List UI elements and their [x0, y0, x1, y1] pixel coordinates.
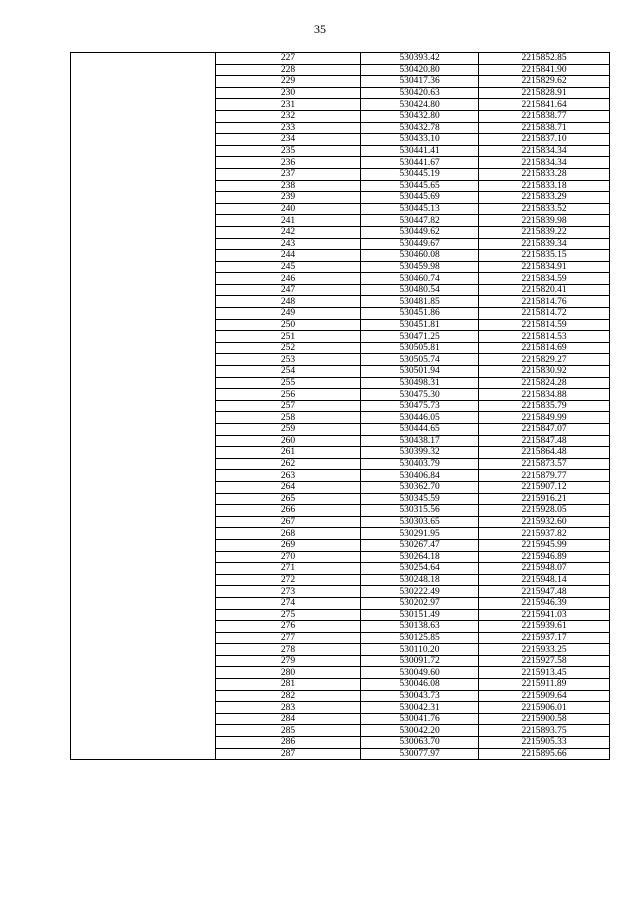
point-number-cell: 267	[216, 516, 361, 528]
x-coordinate-cell: 530393.42	[361, 53, 479, 65]
x-coordinate-cell: 530433.10	[361, 134, 479, 146]
point-number-cell: 238	[216, 180, 361, 192]
y-coordinate-cell: 2215937.17	[479, 632, 610, 644]
x-coordinate-cell: 530222.49	[361, 586, 479, 598]
point-number-cell: 256	[216, 389, 361, 401]
point-number-cell: 227	[216, 53, 361, 65]
y-coordinate-cell: 2215834.34	[479, 145, 610, 157]
x-coordinate-cell: 530445.19	[361, 168, 479, 180]
y-coordinate-cell: 2215814.72	[479, 308, 610, 320]
y-coordinate-cell: 2215945.99	[479, 539, 610, 551]
point-number-cell: 248	[216, 296, 361, 308]
y-coordinate-cell: 2215834.59	[479, 273, 610, 285]
y-coordinate-cell: 2215838.77	[479, 110, 610, 122]
point-number-cell: 271	[216, 563, 361, 575]
point-number-cell: 260	[216, 435, 361, 447]
x-coordinate-cell: 530444.65	[361, 424, 479, 436]
x-coordinate-cell: 530049.60	[361, 667, 479, 679]
merged-empty-cell	[71, 53, 216, 760]
point-number-cell: 278	[216, 644, 361, 656]
x-coordinate-cell: 530449.62	[361, 226, 479, 238]
x-coordinate-cell: 530432.80	[361, 110, 479, 122]
y-coordinate-cell: 2215879.77	[479, 470, 610, 482]
point-number-cell: 255	[216, 377, 361, 389]
point-number-cell: 280	[216, 667, 361, 679]
point-number-cell: 262	[216, 458, 361, 470]
point-number-cell: 274	[216, 597, 361, 609]
x-coordinate-cell: 530110.20	[361, 644, 479, 656]
point-number-cell: 246	[216, 273, 361, 285]
y-coordinate-cell: 2215947.48	[479, 586, 610, 598]
y-coordinate-cell: 2215841.90	[479, 64, 610, 76]
x-coordinate-cell: 530042.20	[361, 725, 479, 737]
x-coordinate-cell: 530042.31	[361, 702, 479, 714]
y-coordinate-cell: 2215839.22	[479, 226, 610, 238]
point-number-cell: 279	[216, 655, 361, 667]
y-coordinate-cell: 2215948.14	[479, 574, 610, 586]
y-coordinate-cell: 2215939.61	[479, 621, 610, 633]
y-coordinate-cell: 2215814.53	[479, 331, 610, 343]
y-coordinate-cell: 2215911.89	[479, 679, 610, 691]
point-number-cell: 283	[216, 702, 361, 714]
point-number-cell: 266	[216, 505, 361, 517]
y-coordinate-cell: 2215946.89	[479, 551, 610, 563]
x-coordinate-cell: 530475.73	[361, 400, 479, 412]
y-coordinate-cell: 2215833.18	[479, 180, 610, 192]
x-coordinate-cell: 530202.97	[361, 597, 479, 609]
point-number-cell: 270	[216, 551, 361, 563]
x-coordinate-cell: 530091.72	[361, 655, 479, 667]
y-coordinate-cell: 2215852.85	[479, 53, 610, 65]
coordinates-table	[70, 52, 610, 760]
y-coordinate-cell: 2215913.45	[479, 667, 610, 679]
y-coordinate-cell: 2215927.58	[479, 655, 610, 667]
x-coordinate-cell: 530505.81	[361, 342, 479, 354]
y-coordinate-cell: 2215946.39	[479, 597, 610, 609]
y-coordinate-cell: 2215828.91	[479, 87, 610, 99]
x-coordinate-cell: 530481.85	[361, 296, 479, 308]
point-number-cell: 286	[216, 737, 361, 749]
x-coordinate-cell: 530480.54	[361, 284, 479, 296]
x-coordinate-cell: 530460.74	[361, 273, 479, 285]
y-coordinate-cell: 2215841.64	[479, 99, 610, 111]
point-number-cell: 251	[216, 331, 361, 343]
y-coordinate-cell: 2215835.79	[479, 400, 610, 412]
x-coordinate-cell: 530505.74	[361, 354, 479, 366]
point-number-cell: 275	[216, 609, 361, 621]
x-coordinate-cell: 530446.05	[361, 412, 479, 424]
y-coordinate-cell: 2215906.01	[479, 702, 610, 714]
y-coordinate-cell: 2215814.59	[479, 319, 610, 331]
y-coordinate-cell: 2215839.98	[479, 215, 610, 227]
y-coordinate-cell: 2215900.58	[479, 713, 610, 725]
x-coordinate-cell: 530445.69	[361, 192, 479, 204]
x-coordinate-cell: 530041.76	[361, 713, 479, 725]
x-coordinate-cell: 530406.84	[361, 470, 479, 482]
y-coordinate-cell: 2215849.99	[479, 412, 610, 424]
x-coordinate-cell: 530441.67	[361, 157, 479, 169]
point-number-cell: 234	[216, 134, 361, 146]
y-coordinate-cell: 2215873.57	[479, 458, 610, 470]
y-coordinate-cell: 2215932.60	[479, 516, 610, 528]
x-coordinate-cell: 530451.81	[361, 319, 479, 331]
y-coordinate-cell: 2215833.52	[479, 203, 610, 215]
x-coordinate-cell: 530291.95	[361, 528, 479, 540]
point-number-cell: 250	[216, 319, 361, 331]
x-coordinate-cell: 530420.63	[361, 87, 479, 99]
point-number-cell: 252	[216, 342, 361, 354]
y-coordinate-cell: 2215814.76	[479, 296, 610, 308]
y-coordinate-cell: 2215820.41	[479, 284, 610, 296]
point-number-cell: 273	[216, 586, 361, 598]
y-coordinate-cell: 2215824.28	[479, 377, 610, 389]
y-coordinate-cell: 2215916.21	[479, 493, 610, 505]
coordinates-table-body	[71, 53, 610, 760]
page-number: 35	[314, 22, 326, 36]
y-coordinate-cell: 2215838.71	[479, 122, 610, 134]
point-number-cell: 228	[216, 64, 361, 76]
x-coordinate-cell: 530254.64	[361, 563, 479, 575]
y-coordinate-cell: 2215905.33	[479, 737, 610, 749]
point-number-cell: 268	[216, 528, 361, 540]
point-number-cell: 265	[216, 493, 361, 505]
x-coordinate-cell: 530420.80	[361, 64, 479, 76]
x-coordinate-cell: 530264.18	[361, 551, 479, 563]
point-number-cell: 232	[216, 110, 361, 122]
y-coordinate-cell: 2215864.48	[479, 447, 610, 459]
y-coordinate-cell: 2215895.66	[479, 748, 610, 760]
point-number-cell: 272	[216, 574, 361, 586]
y-coordinate-cell: 2215834.34	[479, 157, 610, 169]
x-coordinate-cell: 530063.70	[361, 737, 479, 749]
point-number-cell: 245	[216, 261, 361, 273]
y-coordinate-cell: 2215847.07	[479, 424, 610, 436]
point-number-cell: 230	[216, 87, 361, 99]
y-coordinate-cell: 2215835.15	[479, 250, 610, 262]
point-number-cell: 236	[216, 157, 361, 169]
table-row	[71, 53, 610, 65]
point-number-cell: 244	[216, 250, 361, 262]
point-number-cell: 261	[216, 447, 361, 459]
y-coordinate-cell: 2215839.34	[479, 238, 610, 250]
y-coordinate-cell: 2215834.91	[479, 261, 610, 273]
x-coordinate-cell: 530475.30	[361, 389, 479, 401]
x-coordinate-cell: 530043.73	[361, 690, 479, 702]
point-number-cell: 282	[216, 690, 361, 702]
x-coordinate-cell: 530424.80	[361, 99, 479, 111]
point-number-cell: 242	[216, 226, 361, 238]
point-number-cell: 259	[216, 424, 361, 436]
x-coordinate-cell: 530362.70	[361, 481, 479, 493]
point-number-cell: 269	[216, 539, 361, 551]
point-number-cell: 287	[216, 748, 361, 760]
x-coordinate-cell: 530315.56	[361, 505, 479, 517]
y-coordinate-cell: 2215829.62	[479, 76, 610, 88]
x-coordinate-cell: 530138.63	[361, 621, 479, 633]
y-coordinate-cell: 2215830.92	[479, 366, 610, 378]
point-number-cell: 284	[216, 713, 361, 725]
point-number-cell: 243	[216, 238, 361, 250]
y-coordinate-cell: 2215933.25	[479, 644, 610, 656]
point-number-cell: 285	[216, 725, 361, 737]
x-coordinate-cell: 530451.86	[361, 308, 479, 320]
y-coordinate-cell: 2215909.64	[479, 690, 610, 702]
y-coordinate-cell: 2215829.27	[479, 354, 610, 366]
x-coordinate-cell: 530345.59	[361, 493, 479, 505]
point-number-cell: 237	[216, 168, 361, 180]
x-coordinate-cell: 530471.25	[361, 331, 479, 343]
x-coordinate-cell: 530441.41	[361, 145, 479, 157]
point-number-cell: 263	[216, 470, 361, 482]
y-coordinate-cell: 2215928.05	[479, 505, 610, 517]
point-number-cell: 264	[216, 481, 361, 493]
y-coordinate-cell: 2215833.29	[479, 192, 610, 204]
point-number-cell: 240	[216, 203, 361, 215]
y-coordinate-cell: 2215833.28	[479, 168, 610, 180]
x-coordinate-cell: 530460.08	[361, 250, 479, 262]
y-coordinate-cell: 2215893.75	[479, 725, 610, 737]
x-coordinate-cell: 530248.18	[361, 574, 479, 586]
x-coordinate-cell: 530077.97	[361, 748, 479, 760]
point-number-cell: 281	[216, 679, 361, 691]
point-number-cell: 257	[216, 400, 361, 412]
y-coordinate-cell: 2215837.10	[479, 134, 610, 146]
y-coordinate-cell: 2215834.88	[479, 389, 610, 401]
point-number-cell: 233	[216, 122, 361, 134]
x-coordinate-cell: 530498.31	[361, 377, 479, 389]
x-coordinate-cell: 530438.17	[361, 435, 479, 447]
x-coordinate-cell: 530403.79	[361, 458, 479, 470]
point-number-cell: 258	[216, 412, 361, 424]
x-coordinate-cell: 530432.78	[361, 122, 479, 134]
x-coordinate-cell: 530125.85	[361, 632, 479, 644]
x-coordinate-cell: 530417.36	[361, 76, 479, 88]
point-number-cell: 277	[216, 632, 361, 644]
x-coordinate-cell: 530445.13	[361, 203, 479, 215]
y-coordinate-cell: 2215941.03	[479, 609, 610, 621]
x-coordinate-cell: 530449.67	[361, 238, 479, 250]
x-coordinate-cell: 530399.32	[361, 447, 479, 459]
x-coordinate-cell: 530046.08	[361, 679, 479, 691]
y-coordinate-cell: 2215907.12	[479, 481, 610, 493]
point-number-cell: 249	[216, 308, 361, 320]
point-number-cell: 231	[216, 99, 361, 111]
y-coordinate-cell: 2215937.82	[479, 528, 610, 540]
x-coordinate-cell: 530267.47	[361, 539, 479, 551]
y-coordinate-cell: 2215814.69	[479, 342, 610, 354]
point-number-cell: 247	[216, 284, 361, 296]
point-number-cell: 229	[216, 76, 361, 88]
point-number-cell: 276	[216, 621, 361, 633]
y-coordinate-cell: 2215847.48	[479, 435, 610, 447]
x-coordinate-cell: 530501.94	[361, 366, 479, 378]
x-coordinate-cell: 530303.65	[361, 516, 479, 528]
point-number-cell: 235	[216, 145, 361, 157]
point-number-cell: 253	[216, 354, 361, 366]
point-number-cell: 241	[216, 215, 361, 227]
x-coordinate-cell: 530151.49	[361, 609, 479, 621]
point-number-cell: 254	[216, 366, 361, 378]
y-coordinate-cell: 2215948.07	[479, 563, 610, 575]
point-number-cell: 239	[216, 192, 361, 204]
x-coordinate-cell: 530459.98	[361, 261, 479, 273]
x-coordinate-cell: 530447.82	[361, 215, 479, 227]
x-coordinate-cell: 530445.65	[361, 180, 479, 192]
